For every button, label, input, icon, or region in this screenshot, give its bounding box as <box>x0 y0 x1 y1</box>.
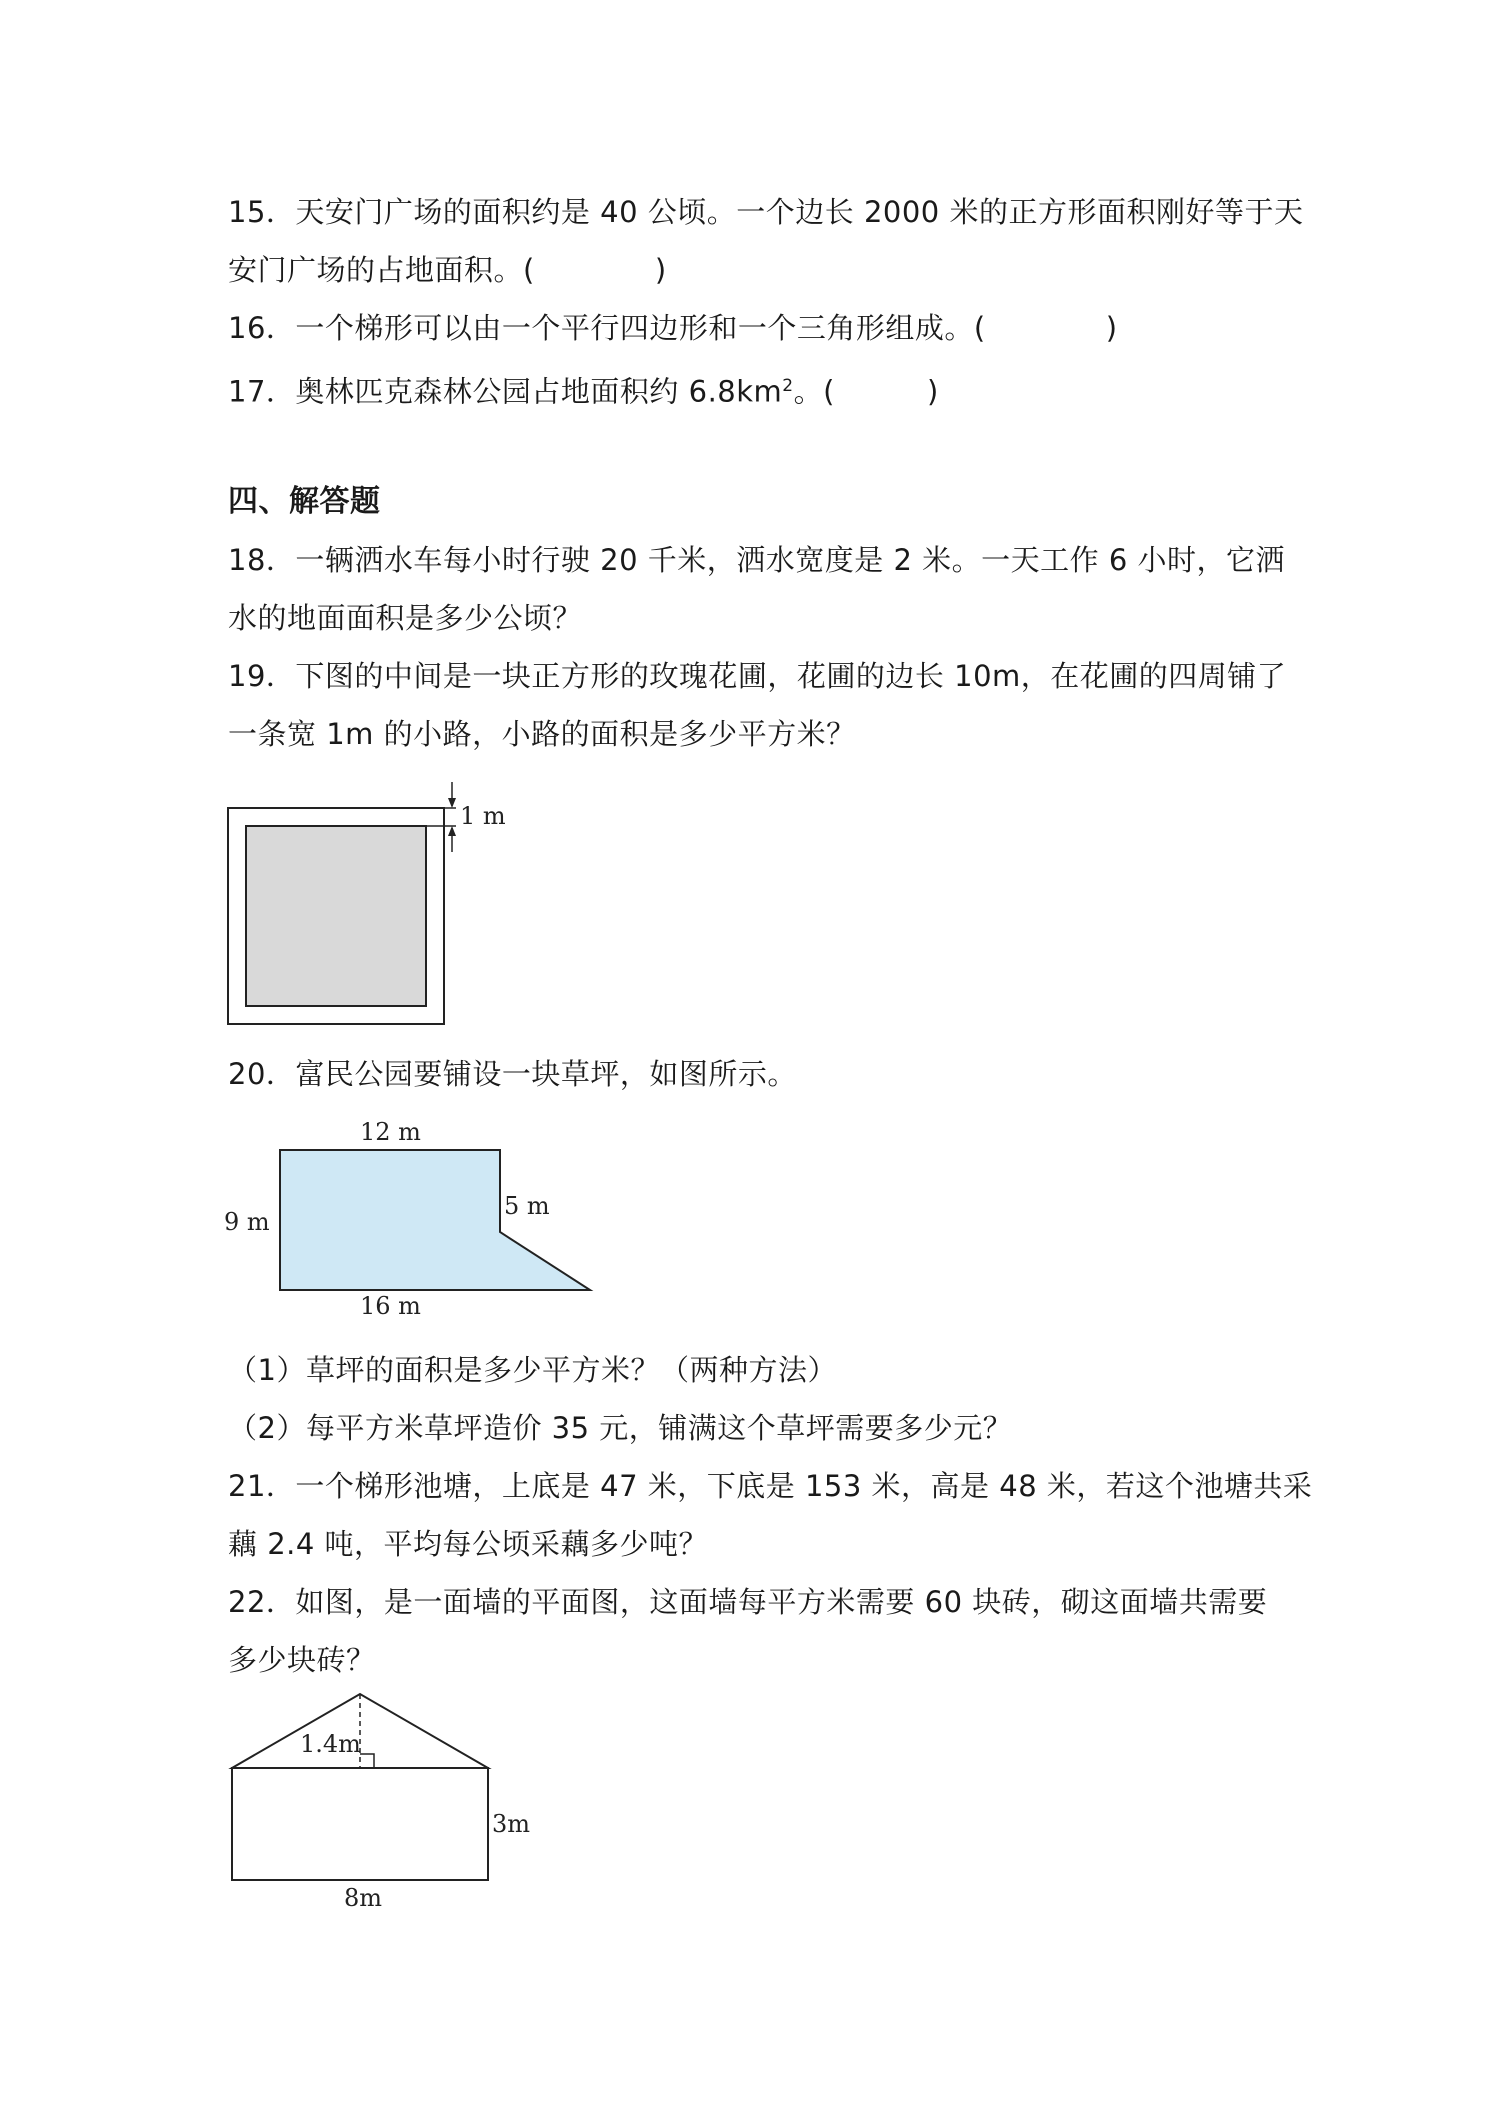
q15-line2 <box>228 250 667 290</box>
q20-bottom-label: 16 m <box>360 1292 421 1320</box>
q22-wall-rectangle <box>232 1768 488 1880</box>
q22-figure <box>220 1690 560 1910</box>
q20-top-label: 12 m <box>360 1118 421 1146</box>
q19-garden-square <box>246 826 426 1006</box>
q20-sub1: （1）草坪的面积是多少平方米？（两种方法） <box>228 1353 837 1387</box>
q19-figure <box>220 780 540 1040</box>
q19-line1: 19．下图的中间是一块正方形的玫瑰花圃，花圃的边长 10m，在花圃的四周铺了 <box>228 659 1287 693</box>
q15-line1: 15．天安门广场的面积约是 40 公顷。一个边长 2000 米的正方形面积刚好等于天 <box>228 195 1304 229</box>
q20-sub2: （2）每平方米草坪造价 35 元，铺满这个草坪需要多少元？ <box>228 1411 1013 1445</box>
q20-line1: 20．富民公园要铺设一块草坪，如图所示。 <box>228 1057 797 1091</box>
q16-close-paren: ) <box>1105 311 1118 345</box>
q19-arrow-up-icon <box>448 826 456 836</box>
q15-line2-text: 安门广场的占地面积。( <box>228 253 535 287</box>
q19-arrow-down-icon <box>448 798 456 808</box>
q21-line1: 21．一个梯形池塘，上底是 47 米，下底是 153 米，高是 48 米，若这个池塘共采 <box>228 1469 1313 1503</box>
q22-line2: 多少块砖？ <box>228 1643 376 1677</box>
q22-height-label: 1.4m <box>300 1730 361 1758</box>
q19-path-width-label: 1 m <box>460 802 506 830</box>
q22-bottom-label: 8m <box>344 1884 383 1912</box>
q19-line2: 一条宽 1m 的小路，小路的面积是多少平方米？ <box>228 717 856 751</box>
q16-line <box>228 308 1118 348</box>
q16-text: 16．一个梯形可以由一个平行四边形和一个三角形组成。( <box>228 311 986 345</box>
q22-side-label: 3m <box>492 1810 531 1838</box>
q18-line2: 水的地面面积是多少公顷？ <box>228 601 583 635</box>
q18-line1: 18．一辆洒水车每小时行驶 20 千米，洒水宽度是 2 米。一天工作 6 小时，它洒 <box>228 543 1286 577</box>
q20-left-label: 9 m <box>224 1208 270 1236</box>
section-heading: 四、解答题 <box>228 484 381 519</box>
q17-line <box>228 366 939 412</box>
q15-close-paren: ) <box>654 253 667 287</box>
q22-line1: 22．如图，是一面墙的平面图，这面墙每平方米需要 60 块砖，砌这面墙共需要 <box>228 1585 1268 1619</box>
q20-right-label: 5 m <box>504 1192 550 1220</box>
q17-text-after: 。( <box>793 374 835 409</box>
q21-line2: 藕 2.4 吨，平均每公顷采藕多少吨？ <box>228 1527 709 1561</box>
q20-figure <box>220 1110 600 1320</box>
q17-close-paren: ) <box>926 374 939 409</box>
q17-superscript: 2 <box>782 376 794 396</box>
q20-lawn-shape <box>280 1150 590 1290</box>
q17-text: 17．奥林匹克森林公园占地面积约 6.8km <box>228 374 783 409</box>
